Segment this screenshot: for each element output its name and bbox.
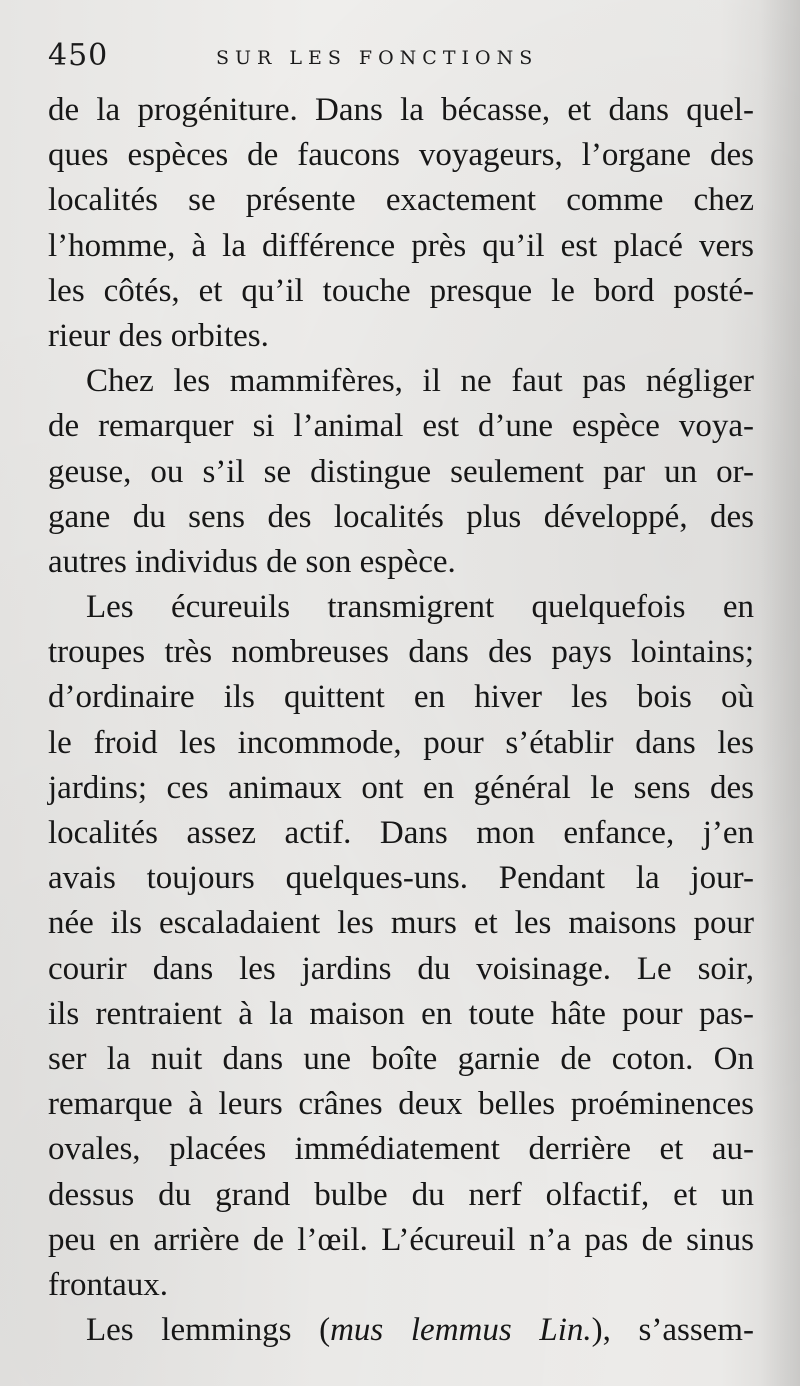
text-line: geuse, ou s’il se distingue seulement par un or- [48, 453, 754, 490]
text-line: frontaux. [48, 1266, 169, 1303]
text-line: le froid les incommode, pour s’établir dans les [48, 724, 754, 761]
text-line: gane du sens des localités plus développé, des [48, 498, 754, 535]
italic-species-name: mus lemmus Lin. [330, 1312, 592, 1349]
text-line: remarque à leurs crânes deux belles proéminences [48, 1086, 754, 1123]
text-line: l’homme, à la différence près qu’il est placé vers [48, 227, 754, 264]
text-line: localités assez actif. Dans mon enfance, j’en [48, 815, 754, 851]
page-header [48, 38, 758, 78]
text-line: ser la nuit dans une boîte garnie de coton. On [48, 1040, 754, 1077]
text-line: troupes très nombreuses dans des pays lointains; [48, 634, 754, 671]
text-fragment: Les lemmings ( [86, 1312, 331, 1349]
text-line: née ils escaladaient les murs et les maisons pour [48, 905, 754, 942]
text-line: dessus du grand bulbe du nerf olfactif, et un [48, 1176, 754, 1213]
text-line: de la progéniture. Dans la bécasse, et dans quel- [48, 92, 754, 128]
text-line: de remarquer si l’animal est d’une espèce voya- [48, 408, 754, 445]
body-text [48, 88, 754, 1353]
page-number: 450 [48, 38, 109, 73]
text-line: Chez les mammifères, il ne faut pas négliger [86, 363, 754, 400]
text-line: autres individus de son espèce. [48, 543, 456, 580]
text-line: ils rentraient à la maison en toute hâte pour pas- [48, 995, 754, 1032]
text-line: courir dans les jardins du voisinage. Le soir, [48, 950, 754, 987]
text-line: peu en arrière de l’œil. L’écureuil n’a pas de sinus [48, 1221, 754, 1258]
text-line: jardins; ces animaux ont en général le sens des [48, 769, 754, 806]
text-fragment: ), s’assem- [591, 1312, 754, 1349]
text-line: Les écureuils transmigrent quelquefois en [86, 589, 754, 626]
text-line: avais toujours quelques-uns. Pendant la jour- [48, 860, 754, 897]
text-line: les côtés, et qu’il touche presque le bord posté- [48, 272, 754, 309]
text-line: ovales, placées immédiatement derrière et au- [48, 1131, 754, 1168]
text-line: d’ordinaire ils quittent en hiver les bois où [48, 679, 754, 716]
page-edge-shadow [760, 0, 800, 1386]
text-line: localités se présente exactement comme chez [48, 182, 754, 219]
running-head: SUR LES FONCTIONS [216, 47, 539, 69]
text-line: ques espèces de faucons voyageurs, l’organe des [48, 137, 754, 174]
text-line: rieur des orbites. [48, 317, 269, 354]
text-line-final [48, 1308, 754, 1353]
